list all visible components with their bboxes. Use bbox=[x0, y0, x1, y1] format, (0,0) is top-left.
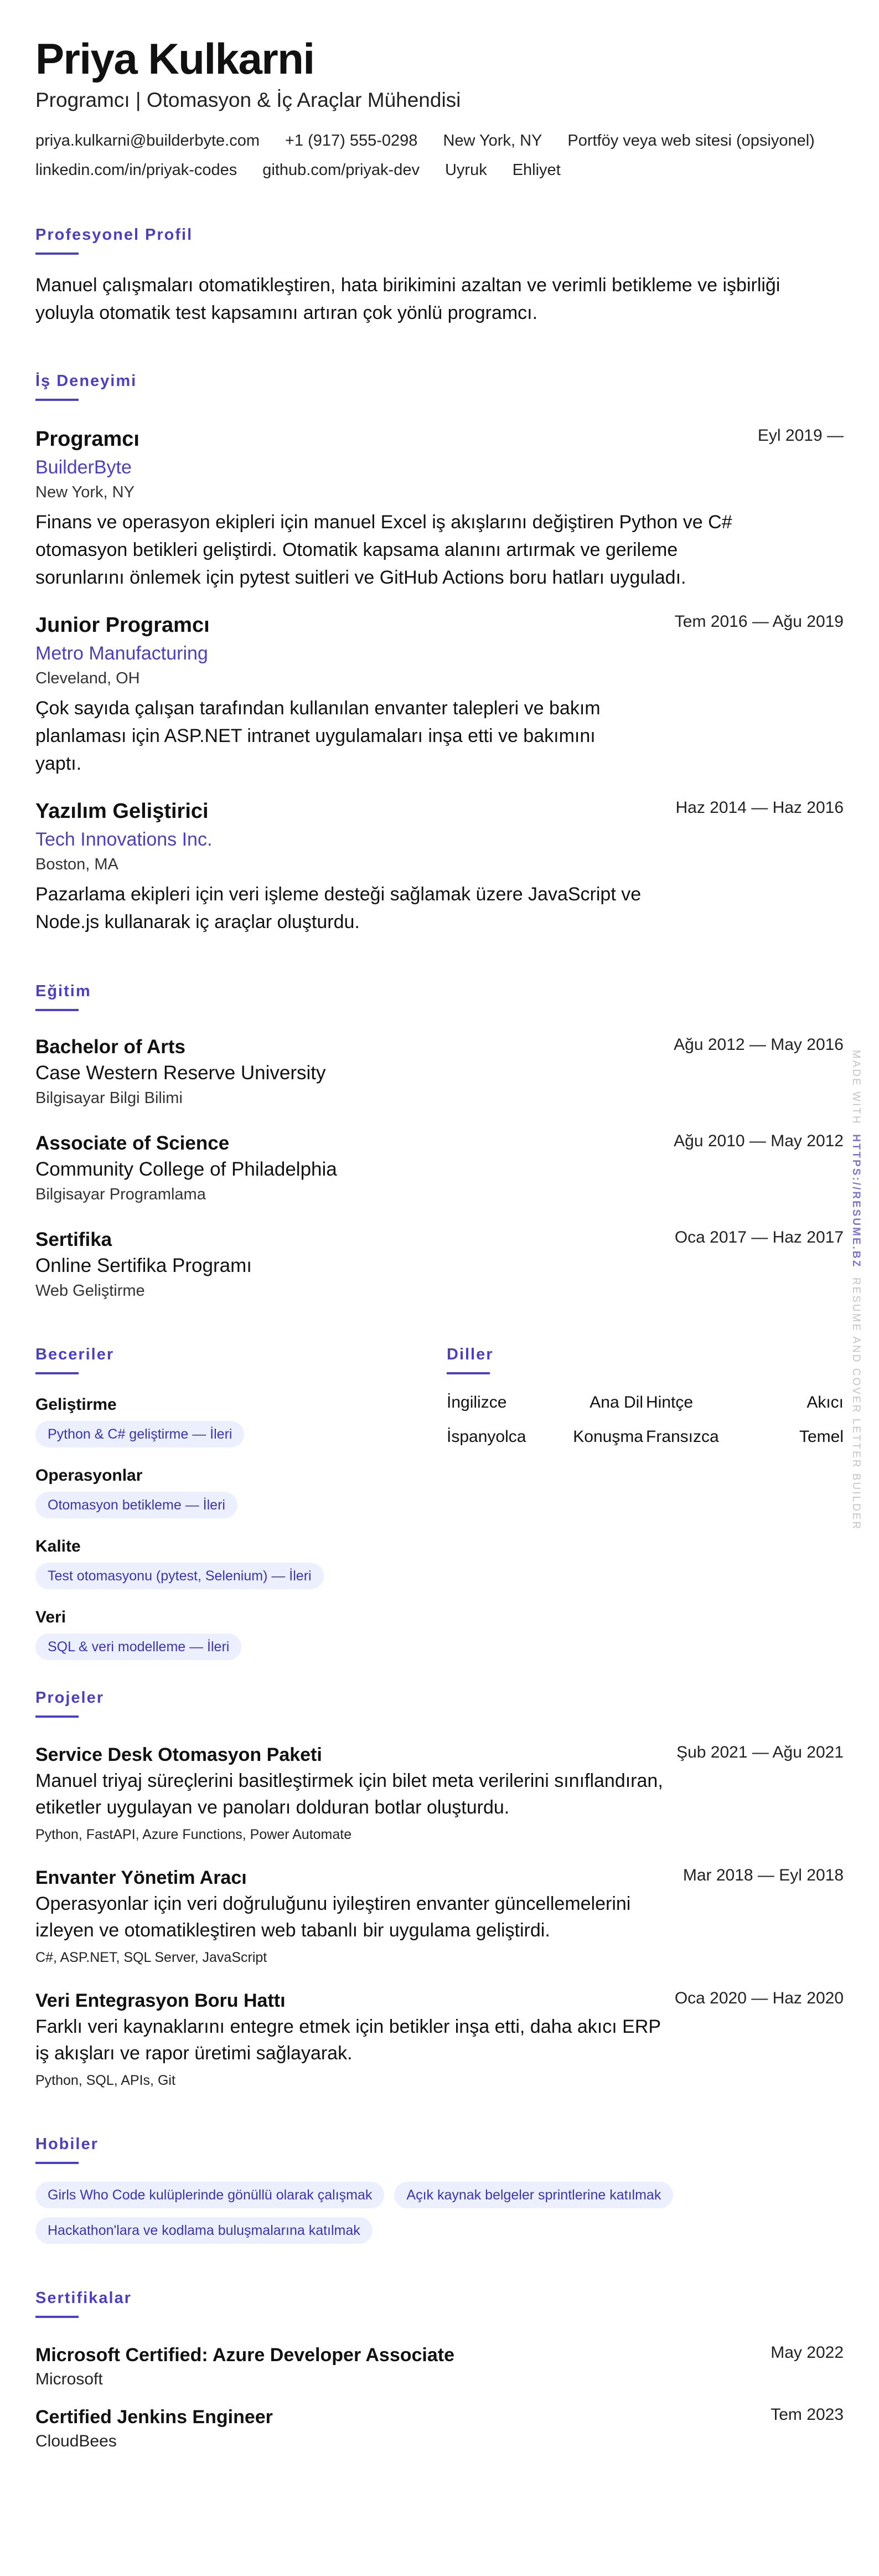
job-entry bbox=[35, 798, 844, 936]
job-title: Junior Programcı bbox=[35, 614, 210, 637]
certification-issuer: CloudBees bbox=[35, 2432, 117, 2450]
languages-grid bbox=[447, 1393, 844, 1462]
contact-portfolio[interactable]: Portföy veya web sitesi (opsiyonel) bbox=[567, 132, 815, 150]
job-company: Tech Innovations Inc. bbox=[35, 829, 213, 850]
section-divider bbox=[35, 2162, 79, 2164]
certification-entry bbox=[35, 2343, 844, 2390]
job-location: Boston, MA bbox=[35, 856, 118, 873]
language-level: Ana Dil bbox=[590, 1393, 643, 1411]
candidate-subtitle: Programcı | Otomasyon & İç Araçlar Mühendisi bbox=[35, 89, 461, 111]
resume-header bbox=[35, 34, 844, 179]
projects-section bbox=[35, 1688, 844, 2090]
education-field: Web Geliştirme bbox=[35, 1282, 145, 1300]
education-degree: Associate of Science bbox=[35, 1132, 230, 1154]
watermark-suffix: RESUME AND COVER LETTER BUILDER bbox=[850, 1277, 862, 1531]
project-entry bbox=[35, 1743, 844, 1844]
project-dates: Şub 2021 — Ağu 2021 bbox=[676, 1743, 844, 1761]
job-title: Programcı bbox=[35, 427, 139, 451]
section-title-projects: Projeler bbox=[35, 1689, 104, 1707]
language-name: İspanyolca bbox=[447, 1428, 526, 1446]
project-tech: C#, ASP.NET, SQL Server, JavaScript bbox=[35, 1950, 267, 1965]
section-divider bbox=[35, 1372, 79, 1374]
project-description: Operasyonlar için veri doğruluğunu iyileştiren envanter güncellemelerini izleyen ve otomatikleştiren web tabanlı bir uygulama geliştirdi. bbox=[35, 1893, 631, 1941]
profile-summary: Manuel çalışmaları otomatikleştiren, hata birikimini azaltan ve verimli betikleme ve işbirliği yoluyla otomatik test kapsamını artıran çok yönlü programcı. bbox=[35, 275, 780, 323]
contact-linkedin[interactable]: linkedin.com/in/priyak-codes bbox=[35, 161, 237, 179]
contact-row-primary bbox=[35, 132, 844, 150]
section-divider bbox=[35, 253, 79, 255]
education-institution: Community College of Philadelphia bbox=[35, 1158, 337, 1180]
education-degree: Sertifika bbox=[35, 1229, 112, 1250]
contact-license: Ehliyet bbox=[512, 161, 561, 179]
language-level: Temel bbox=[799, 1428, 844, 1446]
language-row bbox=[447, 1428, 844, 1462]
watermark-link[interactable]: HTTPS://RESUME.BZ bbox=[850, 1134, 862, 1269]
job-dates: Eyl 2019 — bbox=[757, 426, 844, 445]
section-divider bbox=[35, 1009, 79, 1011]
skills-section bbox=[35, 1344, 412, 1660]
skill-tag: Python & C# geliştirme — İleri bbox=[35, 1421, 244, 1447]
job-description: Çok sayıda çalışan tarafından kullanılan envanter talepleri ve bakım planlaması için ASP.NET intranet uygulamaları inşa etti ve bakımını yaptı. bbox=[35, 698, 601, 774]
education-dates: Oca 2017 — Haz 2017 bbox=[674, 1228, 844, 1246]
skill-group bbox=[35, 1536, 412, 1589]
job-entry bbox=[35, 612, 844, 777]
experience-section bbox=[35, 371, 844, 936]
contact-email[interactable]: priya.kulkarni@builderbyte.com bbox=[35, 132, 260, 150]
job-dates: Haz 2014 — Haz 2016 bbox=[675, 798, 844, 817]
hobbies-section bbox=[35, 2134, 844, 2244]
project-entry bbox=[35, 1866, 844, 1967]
builder-watermark bbox=[849, 1049, 863, 1531]
section-title-education: Eğitim bbox=[35, 982, 91, 1000]
skills-languages-row bbox=[35, 1344, 844, 1688]
project-dates: Mar 2018 — Eyl 2018 bbox=[682, 1866, 844, 1884]
job-company: BuilderByte bbox=[35, 457, 132, 478]
hobby-tag: Girls Who Code kulüplerinde gönüllü olarak çalışmak bbox=[35, 2182, 384, 2208]
education-institution: Case Western Reserve University bbox=[35, 1062, 326, 1084]
watermark-prefix: MADE WITH bbox=[850, 1049, 862, 1125]
profile-section bbox=[35, 225, 844, 327]
project-dates: Oca 2020 — Haz 2020 bbox=[674, 1989, 844, 2007]
project-entry bbox=[35, 1989, 844, 2090]
education-degree: Bachelor of Arts bbox=[35, 1036, 185, 1058]
job-company: Metro Manufacturing bbox=[35, 643, 208, 664]
skill-tag: Otomasyon betikleme — İleri bbox=[35, 1492, 237, 1518]
job-entry bbox=[35, 426, 844, 591]
job-description: Pazarlama ekipleri için veri işleme desteği sağlamak üzere JavaScript ve Node.js kullanarak iç araçlar oluşturdu. bbox=[35, 884, 642, 932]
skill-tag: Test otomasyonu (pytest, Selenium) — İleri bbox=[35, 1563, 324, 1589]
certification-date: Tem 2023 bbox=[771, 2405, 844, 2424]
section-title-profile: Profesyonel Profil bbox=[35, 226, 193, 244]
hobby-list bbox=[35, 2182, 755, 2244]
job-location: Cleveland, OH bbox=[35, 669, 140, 687]
section-title-certifications: Sertifikalar bbox=[35, 2289, 132, 2307]
section-title-languages: Diller bbox=[447, 1346, 494, 1363]
language-level: Konuşma bbox=[573, 1428, 643, 1446]
project-title: Service Desk Otomasyon Paketi bbox=[35, 1744, 322, 1765]
language-row bbox=[447, 1393, 844, 1428]
contact-location: New York, NY bbox=[443, 132, 542, 150]
education-entry bbox=[35, 1228, 844, 1301]
job-description: Finans ve operasyon ekipleri için manuel Excel iş akışlarını değiştiren Python ve C# otomasyon betikleri geliştirdi. Otomatik kapsama alanını artırmak ve gerileme sorunlarını önlemek için pytest suitleri ve GitHub Actions boru hatları uyguladı. bbox=[35, 512, 732, 588]
language-name: Fransızca bbox=[646, 1428, 719, 1446]
section-title-skills: Beceriler bbox=[35, 1346, 115, 1363]
certification-issuer: Microsoft bbox=[35, 2370, 103, 2388]
certification-date: May 2022 bbox=[771, 2343, 844, 2362]
education-dates: Ağu 2012 — May 2016 bbox=[674, 1035, 844, 1054]
skill-category: Kalite bbox=[35, 1537, 81, 1555]
contact-nationality: Uyruk bbox=[444, 161, 487, 179]
certification-name: Certified Jenkins Engineer bbox=[35, 2407, 273, 2428]
skill-tag: SQL & veri modelleme — İleri bbox=[35, 1634, 241, 1660]
education-entry bbox=[35, 1035, 844, 1109]
resume-page bbox=[35, 34, 844, 2452]
education-institution: Online Sertifika Programı bbox=[35, 1255, 252, 1276]
project-description: Farklı veri kaynaklarını entegre etmek için betikler inşa etti, daha akıcı ERP iş akışları ve rapor üretimi sağlayarak. bbox=[35, 2016, 661, 2064]
languages-section bbox=[447, 1344, 844, 1462]
job-title: Yazılım Geliştirici bbox=[35, 800, 209, 823]
language-level: Akıcı bbox=[806, 1393, 844, 1411]
section-divider bbox=[35, 1715, 79, 1718]
certification-entry bbox=[35, 2405, 844, 2452]
hobby-tag: Açık kaynak belgeler sprintlerine katılmak bbox=[394, 2182, 673, 2208]
skill-category: Veri bbox=[35, 1608, 66, 1626]
project-tech: Python, SQL, APIs, Git bbox=[35, 2073, 175, 2088]
language-name: İngilizce bbox=[447, 1393, 507, 1411]
contact-row-secondary bbox=[35, 161, 844, 179]
contact-phone[interactable]: +1 (917) 555-0298 bbox=[285, 132, 418, 150]
section-divider bbox=[447, 1372, 490, 1374]
skill-group bbox=[35, 1465, 412, 1518]
education-field: Bilgisayar Bilgi Bilimi bbox=[35, 1089, 183, 1107]
section-title-hobbies: Hobiler bbox=[35, 2135, 99, 2153]
section-divider bbox=[35, 2316, 79, 2318]
contact-github[interactable]: github.com/priyak-dev bbox=[262, 161, 420, 179]
project-description: Manuel triyaj süreçlerini basitleştirmek için bilet meta verilerini sınıflandıran, etiketler uygulayan ve panoları dolduran botlar oluşturdu. bbox=[35, 1770, 663, 1818]
project-title: Envanter Yönetim Aracı bbox=[35, 1867, 247, 1888]
language-name: Hintçe bbox=[646, 1393, 694, 1411]
education-section bbox=[35, 981, 844, 1301]
certification-name: Microsoft Certified: Azure Developer Associate bbox=[35, 2345, 454, 2366]
section-title-experience: İş Deneyimi bbox=[35, 372, 137, 390]
skill-group bbox=[35, 1607, 412, 1660]
education-field: Bilgisayar Programlama bbox=[35, 1186, 206, 1203]
skill-category: Operasyonlar bbox=[35, 1466, 143, 1485]
job-location: New York, NY bbox=[35, 483, 135, 501]
project-title: Veri Entegrasyon Boru Hattı bbox=[35, 1990, 286, 2011]
certifications-section bbox=[35, 2288, 844, 2452]
skill-group bbox=[35, 1394, 412, 1447]
project-tech: Python, FastAPI, Azure Functions, Power Automate bbox=[35, 1827, 352, 1842]
hobby-tag: Hackathon'lara ve kodlama buluşmalarına katılmak bbox=[35, 2217, 373, 2244]
education-dates: Ağu 2010 — May 2012 bbox=[674, 1132, 844, 1150]
job-dates: Tem 2016 — Ağu 2019 bbox=[674, 612, 844, 631]
candidate-name: Priya Kulkarni bbox=[35, 34, 314, 83]
skill-category: Geliştirme bbox=[35, 1395, 117, 1414]
education-entry bbox=[35, 1132, 844, 1205]
section-divider bbox=[35, 399, 79, 401]
